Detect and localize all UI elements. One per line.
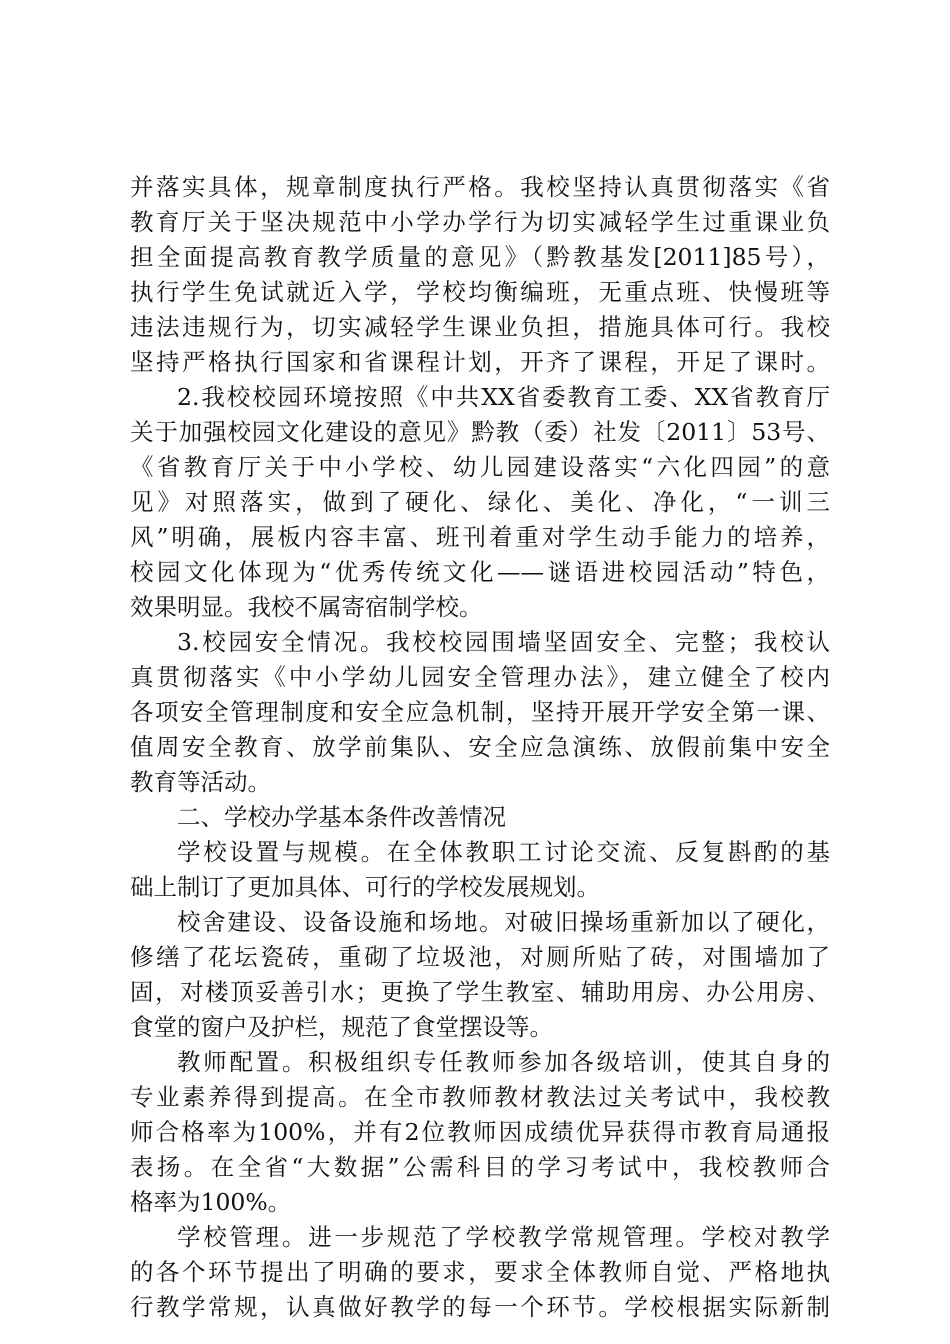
section-heading: 二、学校办学基本条件改善情况 [177,803,506,831]
text-line: 行教学常规，认真做好教学的每一个环节。学校根据实际新制 [130,1293,830,1321]
text-line: 专业素养得到提高。在全市教师教材教法过关考试中，我校教 [130,1083,830,1111]
text-line: 师合格率为100%，并有2位教师因成绩优异获得市教育局通报 [130,1118,830,1146]
text-line: 础上制订了更加具体、可行的学校发展规划。 [130,873,600,901]
text-line: 《省教育厅关于中小学校、幼儿园建设落实“六化四园”的意 [130,453,830,481]
text-line: 教师配置。积极组织专任教师参加各级培训，使其自身的 [177,1048,830,1076]
text-line: 表扬。在全省“大数据”公需科目的学习考试中，我校教师合 [130,1153,830,1181]
text-line: 2.我校校园环境按照《中共XX省委教育工委、XX省教育厅 [177,383,830,411]
text-line: 关于加强校园文化建设的意见》黔教（委）社发〔2011〕53号、 [130,418,830,446]
text-line: 固，对楼顶妥善引水；更换了学生教室、辅助用房、办公用房、 [130,978,830,1006]
text-line: 3.校园安全情况。我校校园围墙坚固安全、完整；我校认 [177,628,830,656]
text-line: 并落实具体，规章制度执行严格。我校坚持认真贯彻落实《省 [130,173,830,201]
text-line: 学校管理。进一步规范了学校教学常规管理。学校对教学 [177,1223,830,1251]
text-line: 效果明显。我校不属寄宿制学校。 [130,593,483,621]
text-line: 担全面提高教育教学质量的意见》（黔教基发[2011]85号）， [130,243,830,271]
text-line: 执行学生免试就近入学，学校均衡编班，无重点班、快慢班等 [130,278,830,306]
text-line: 见》对照落实，做到了硬化、绿化、美化、净化，“一训三 [130,488,830,516]
text-line: 坚持严格执行国家和省课程计划，开齐了课程，开足了课时。 [130,348,830,376]
text-line: 值周安全教育、放学前集队、安全应急演练、放假前集中安全 [130,733,830,761]
text-line: 教育等活动。 [130,768,271,796]
text-line: 修缮了花坛瓷砖，重砌了垃圾池，对厕所贴了砖，对围墙加了 [130,943,830,971]
text-line: 格率为100%。 [130,1188,292,1216]
text-line: 违法违规行为，切实减轻学生课业负担，措施具体可行。我校 [130,313,830,341]
text-line: 教育厅关于坚决规范中小学办学行为切实减轻学生过重课业负 [130,208,830,236]
text-line: 的各个环节提出了明确的要求，要求全体教师自觉、严格地执 [130,1258,830,1286]
text-line: 校舍建设、设备设施和场地。对破旧操场重新加以了硬化， [177,908,830,936]
text-line: 风”明确，展板内容丰富、班刊着重对学生动手能力的培养， [130,523,830,551]
text-line: 真贯彻落实《中小学幼儿园安全管理办法》，建立健全了校内 [130,663,830,691]
text-line: 校园文化体现为“优秀传统文化——谜语进校园活动”特色， [130,558,830,586]
text-line: 学校设置与规模。在全体教职工讨论交流、反复斟酌的基 [177,838,830,866]
text-line: 食堂的窗户及护栏，规范了食堂摆设等。 [130,1013,553,1041]
text-line: 各项安全管理制度和安全应急机制，坚持开展开学安全第一课、 [130,698,830,726]
